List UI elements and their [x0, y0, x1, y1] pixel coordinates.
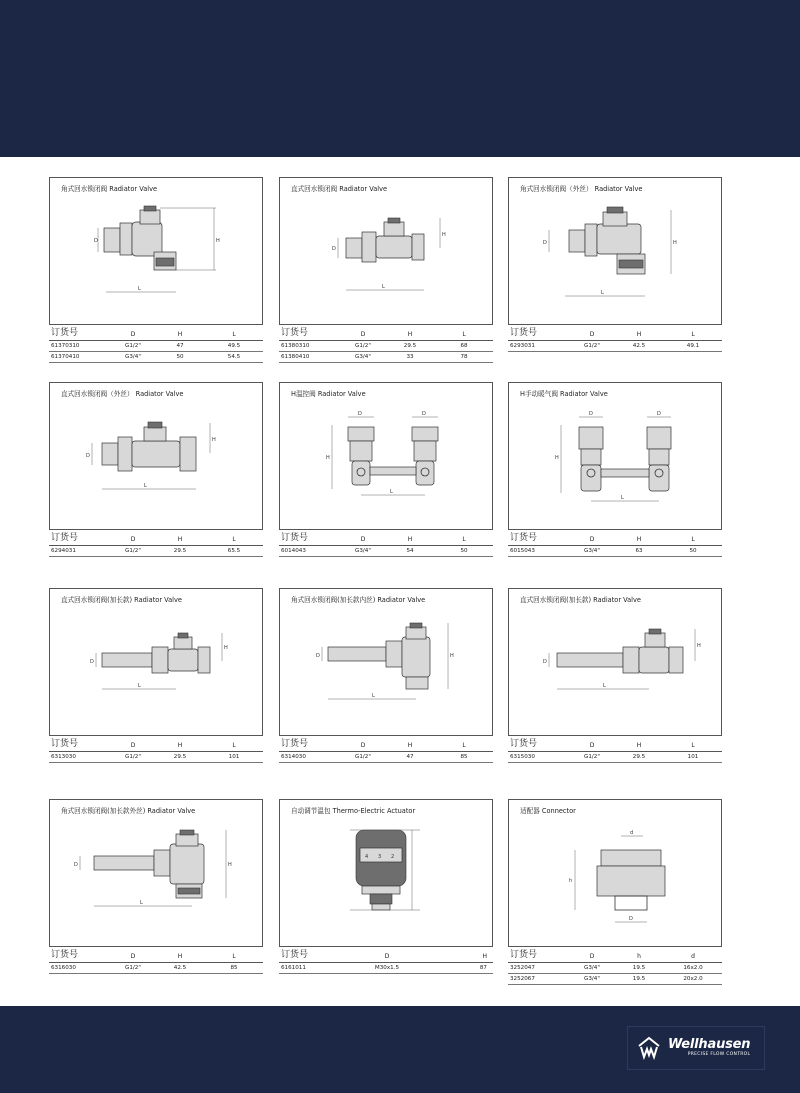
svg-text:L: L: [372, 693, 375, 699]
product-image-box: [49, 382, 263, 530]
svg-text:H: H: [228, 862, 232, 868]
spec-table: [279, 327, 493, 363]
straight-valve-long-drawing: [509, 603, 721, 733]
svg-text:L: L: [603, 683, 606, 689]
spec-header: 订货号 D H L: [49, 949, 263, 963]
spec-header: 订货号 D H L: [279, 327, 493, 341]
product-title: 角式回水锁闭阀(加长款外丝) Radiator Valve: [61, 807, 196, 815]
product-image-box: [508, 799, 722, 947]
svg-text:L: L: [138, 683, 141, 689]
spec-header: 订货号 D H L: [49, 327, 263, 341]
spec-table: [508, 532, 722, 557]
spec-table: [279, 738, 493, 763]
svg-text:H: H: [212, 437, 216, 443]
product-title: 角式回水锁闭阀 Radiator Valve: [61, 185, 158, 193]
product-image-box: [508, 177, 722, 325]
spec-header: 订货号 D h d: [508, 949, 722, 963]
spec-table: [508, 327, 722, 352]
table-row: 6315030 G1/2" 29.5 101: [508, 752, 722, 763]
straight-valve-drawing: [280, 192, 492, 322]
table-row: 6014043 G3/4" 54 50: [279, 546, 493, 557]
table-row: 61380310 G1/2" 29.5 68: [279, 341, 493, 352]
spec-header: 订货号 D H L: [508, 532, 722, 546]
product-title: 角式回水锁闭阀（外丝） Radiator Valve: [520, 185, 643, 193]
spec-header: 订货号 D H L: [49, 532, 263, 546]
svg-text:H: H: [326, 455, 330, 461]
actuator-digit: 2: [391, 854, 395, 860]
product-image-box: [279, 588, 493, 736]
svg-text:H: H: [224, 645, 228, 651]
angle-valve-long-male-drawing: [50, 814, 262, 944]
svg-text:H: H: [697, 643, 701, 649]
svg-text:L: L: [601, 290, 604, 296]
svg-text:H: H: [216, 238, 220, 244]
actuator-drawing: [280, 814, 492, 944]
product-image-box: [49, 177, 263, 325]
spec-header: 订货号 D H L: [279, 738, 493, 752]
house-w-logo-icon: [636, 1036, 662, 1060]
svg-text:D: D: [629, 916, 633, 922]
brand-name: Wellhausen: [668, 1037, 751, 1053]
actuator-digit: 3: [378, 854, 382, 860]
spec-table: [279, 949, 493, 974]
brand-tagline: PRECISE FLOW CONTROL: [687, 1052, 751, 1058]
angle-valve-male-drawing: [509, 192, 721, 322]
svg-text:D: D: [543, 659, 547, 665]
spec-table: [49, 738, 263, 763]
svg-text:D: D: [86, 453, 90, 459]
svg-text:L: L: [621, 495, 624, 501]
svg-text:D: D: [316, 653, 320, 659]
table-row: 6161011 M30x1.5 87: [279, 963, 493, 974]
table-row: 61370410 G3/4" 50 54.5: [49, 352, 263, 363]
spec-table: [279, 532, 493, 557]
svg-text:H: H: [673, 240, 677, 246]
product-title: 直式回水锁闭阀(加长款) Radiator Valve: [61, 596, 182, 604]
svg-text:L: L: [390, 489, 393, 495]
product-title: H手动暖气阀 Radiator Valve: [520, 390, 608, 398]
angle-valve-long-female-drawing: [280, 603, 492, 733]
table-row: 6293031 G1/2" 42.5 49.1: [508, 341, 722, 352]
spec-header: 订货号 D H L: [49, 738, 263, 752]
product-image-box: [49, 588, 263, 736]
table-row: 61370310 G1/2" 47 49.5: [49, 341, 263, 352]
header-band: [0, 0, 800, 157]
svg-text:d: d: [630, 830, 634, 836]
svg-text:H: H: [442, 232, 446, 238]
svg-text:L: L: [138, 286, 141, 292]
product-title: 直式回水锁闭阀(加长款) Radiator Valve: [520, 596, 641, 604]
spec-header: 订货号 D H: [279, 949, 493, 963]
product-image-box: [279, 799, 493, 947]
table-row: 6316030 G1/2" 42.5 85: [49, 963, 263, 974]
svg-text:D: D: [589, 411, 593, 417]
spec-table: [49, 532, 263, 557]
brand-logo: [627, 1026, 765, 1070]
table-row: 6314030 G1/2" 47 85: [279, 752, 493, 763]
table-row: 3252047 G3/4" 19.5 16x2.0: [508, 963, 722, 974]
table-row: 61380410 G3/4" 33 78: [279, 352, 493, 363]
actuator-digit: 4: [365, 854, 369, 860]
table-row: 6313030 G1/2" 29.5 101: [49, 752, 263, 763]
connector-drawing: [509, 814, 721, 944]
svg-text:D: D: [74, 862, 78, 868]
product-title: 自动调节温包 Thermo-Electric Actuator: [291, 807, 416, 815]
spec-table: [49, 949, 263, 974]
product-image-box: [49, 799, 263, 947]
svg-text:D: D: [94, 238, 98, 244]
angle-valve-drawing: [50, 192, 262, 322]
svg-text:L: L: [140, 900, 143, 906]
spec-table: [508, 949, 722, 985]
svg-text:H: H: [555, 455, 559, 461]
h-manual-valve-drawing: [509, 397, 721, 527]
svg-text:D: D: [657, 411, 661, 417]
product-title: 角式回水锁闭阀(加长款内丝) Radiator Valve: [291, 596, 426, 604]
straight-valve-long-drawing: [50, 603, 262, 733]
product-title: 适配器 Connector: [520, 807, 576, 815]
svg-text:L: L: [144, 483, 147, 489]
h-valve-drawing: [280, 397, 492, 527]
table-row: 6015043 G3/4" 63 50: [508, 546, 722, 557]
spec-header: 订货号 D H L: [508, 327, 722, 341]
product-image-box: [279, 382, 493, 530]
svg-text:h: h: [569, 878, 573, 884]
spec-header: 订货号 D H L: [279, 532, 493, 546]
svg-text:D: D: [422, 411, 426, 417]
spec-table: [508, 738, 722, 763]
product-title: H温控阀 Radiator Valve: [291, 390, 366, 398]
svg-text:D: D: [332, 246, 336, 252]
table-row: 6294031 G1/2" 29.5 65.5: [49, 546, 263, 557]
svg-text:D: D: [90, 659, 94, 665]
svg-text:H: H: [450, 653, 454, 659]
product-title: 直式回水锁闭阀（外丝） Radiator Valve: [61, 390, 184, 398]
svg-text:D: D: [543, 240, 547, 246]
product-image-box: [508, 382, 722, 530]
table-row: 3252067 G3/4" 19.5 20x2.0: [508, 974, 722, 985]
svg-text:L: L: [382, 284, 385, 290]
product-image-box: [508, 588, 722, 736]
spec-table: [49, 327, 263, 363]
svg-text:D: D: [358, 411, 362, 417]
spec-header: 订货号 D H L: [508, 738, 722, 752]
product-title: 直式回水锁闭阀 Radiator Valve: [291, 185, 388, 193]
product-image-box: [279, 177, 493, 325]
straight-valve-male-drawing: [50, 397, 262, 527]
